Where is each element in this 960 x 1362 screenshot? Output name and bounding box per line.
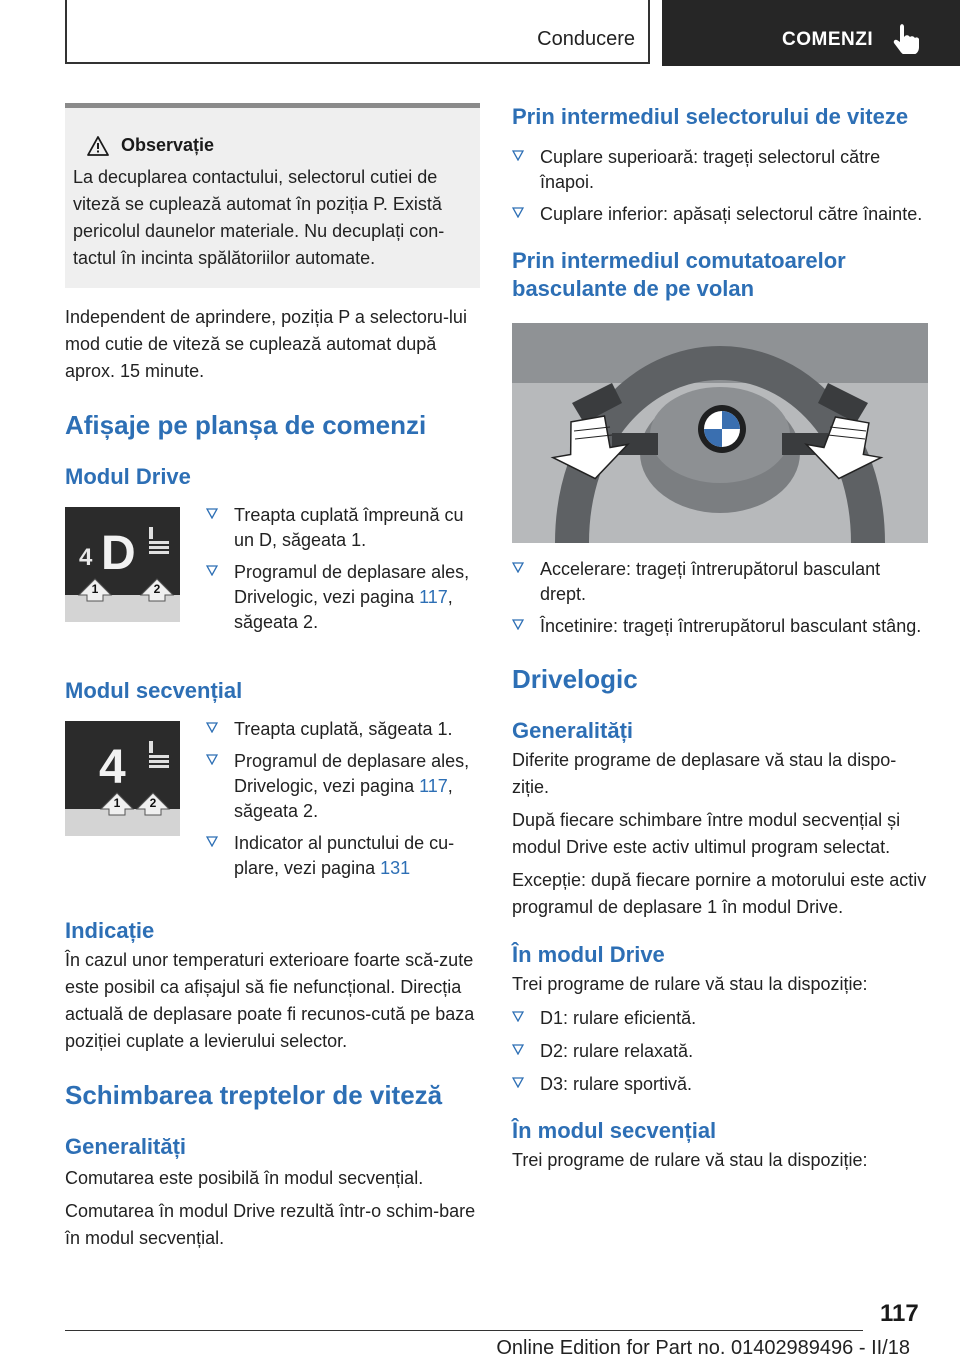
- drive-programs-list: [512, 1006, 928, 1097]
- triangle-bullet-icon: [206, 721, 218, 733]
- triangle-bullet-icon: [512, 149, 524, 161]
- drive-arrow-2-label: 2: [153, 582, 161, 596]
- warning-text: La decuplarea contactului, selectorul cutiei de viteză se cuplează automat în poziția P. Există pericolul daunelor materiale. Nu decuplați con-tactul în incinta spălătoriilor automate.: [73, 167, 445, 268]
- triangle-bullet-icon: [512, 561, 524, 573]
- heading-generalitati-right: Generalități: [512, 718, 634, 743]
- triangle-bullet-icon: [512, 618, 524, 630]
- drive-gear-letter: D: [101, 527, 136, 580]
- heading-comutatoare: Prin intermediul comutatoarelor basculante de pe volan: [512, 248, 846, 301]
- triangle-bullet-icon: [512, 1043, 524, 1055]
- heading-afisaje: Afișaje pe planșa de comenzi: [65, 410, 427, 440]
- header-section-title: Conducere: [537, 28, 635, 50]
- selector-list: [512, 145, 928, 227]
- drive-display-figure: [65, 507, 180, 622]
- list-item: Cuplare inferior: apăsați selectorul către înainte.: [512, 202, 928, 227]
- header-chapter-tab[interactable]: [662, 0, 960, 66]
- list-item: Indicator al punctului de cu-plare, vezi pagina 131: [206, 831, 474, 881]
- sequential-gear-number: 4: [99, 741, 126, 794]
- header-border-bottom: [65, 62, 650, 64]
- secv-list: [206, 717, 474, 881]
- page-number: 117: [880, 1300, 919, 1327]
- footer-divider: [65, 1330, 863, 1331]
- list-item: Programul de deplasare ales, Drivelogic, vezi pagina 117, săgeata 2.: [206, 749, 474, 824]
- triangle-bullet-icon: [512, 206, 524, 218]
- header-chapter-label: COMENZI: [782, 29, 874, 50]
- steering-wheel-paddles-figure: [512, 323, 928, 543]
- drivelogic-paragraph-1: Diferite programe de deplasare vă stau la dispo-ziție.: [512, 750, 897, 797]
- left-column: [65, 103, 480, 1252]
- gen-paragraph-1: Comutarea este posibilă în modul secvențial.: [65, 1168, 424, 1188]
- warning-box: [65, 103, 480, 288]
- footer-edition: Online Edition for Part no. 01402989496 - II/18: [496, 1337, 910, 1359]
- heading-drivelogic: Drivelogic: [512, 664, 638, 694]
- drive-figure-row: [65, 507, 480, 635]
- drivelogic-paragraph-3: Excepție: după fiecare pornire a motorului este activ programul de deplasare 1 în modul Drive.: [512, 870, 927, 917]
- warning-title-text: Observație: [121, 135, 215, 155]
- header-border-right: [648, 0, 650, 64]
- drive-left-number: 4: [79, 544, 93, 571]
- triangle-bullet-icon: [206, 835, 218, 847]
- in-secv-paragraph: Trei programe de rulare vă stau la dispoziție:: [512, 1150, 868, 1170]
- drivelogic-paragraph-2: După fiecare schimbare între modul secvențial și modul Drive este activ ultimul program selectat.: [512, 810, 901, 857]
- list-item: Cuplare superioară: trageți selectorul către înapoi.: [512, 145, 928, 195]
- triangle-bullet-icon: [206, 564, 218, 576]
- list-item: Treapta cuplată împreună cu un D, săgeata 1.: [206, 503, 474, 553]
- heading-selector: Prin intermediul selectorului de viteze: [512, 104, 909, 129]
- triangle-bullet-icon: [512, 1010, 524, 1022]
- heading-in-modul-drive: În modul Drive: [512, 942, 665, 967]
- list-item: Accelerare: trageți întrerupătorul basculant drept.: [512, 557, 928, 607]
- heading-in-modul-secvential: În modul secvențial: [512, 1118, 717, 1143]
- list-item: Treapta cuplată, săgeata 1.: [206, 717, 474, 742]
- secv-figure-row: [65, 721, 480, 881]
- heading-indicatie: Indicație: [65, 918, 155, 943]
- list-item: D2: rulare relaxată.: [512, 1039, 928, 1064]
- drive-arrow-1-label: 1: [91, 582, 99, 596]
- in-drive-paragraph: Trei programe de rulare vă stau la dispoziție:: [512, 974, 868, 994]
- park-auto-paragraph: Independent de aprindere, poziția P a selectoru-lui mod cutie de viteză se cuplează automat după aprox. 15 minute.: [65, 307, 467, 381]
- triangle-bullet-icon: [206, 753, 218, 765]
- indicatie-paragraph: În cazul unor temperaturi exterioare foarte scă-zute este posibil ca afișajul să fie nefuncțional. Direcția actuală de deplasare poate fi recunos-cută pe baza poziției cuplate a levierului selector.: [65, 950, 475, 1051]
- list-item: Încetinire: trageți întrerupătorul basculant stâng.: [512, 614, 928, 639]
- list-item: Programul de deplasare ales, Drivelogic, vezi pagina 117, săgeata 2.: [206, 560, 474, 635]
- heading-modul-drive: Modul Drive: [65, 464, 191, 489]
- list-item: D3: rulare sportivă.: [512, 1072, 928, 1097]
- header-border-left: [65, 0, 67, 64]
- page-link-131[interactable]: 131: [380, 858, 411, 878]
- right-column: [512, 103, 928, 1174]
- gen-paragraph-2: Comutarea în modul Drive rezultă într-o schim-bare în modul secvențial.: [65, 1201, 476, 1248]
- triangle-bullet-icon: [512, 1076, 524, 1088]
- triangle-bullet-icon: [206, 507, 218, 519]
- heading-schimbarea: Schimbarea treptelor de viteză: [65, 1080, 443, 1110]
- hand-pointer-icon: [892, 22, 920, 54]
- secv-arrow-2-label: 2: [149, 796, 157, 810]
- warning-triangle-icon: [87, 136, 109, 156]
- list-item: D1: rulare eficientă.: [512, 1006, 928, 1031]
- heading-generalitati-left: Generalități: [65, 1134, 187, 1159]
- secv-arrow-1-label: 1: [113, 796, 121, 810]
- page-link-117[interactable]: 117: [419, 587, 448, 607]
- sequential-display-figure: [65, 721, 180, 836]
- page-link-117[interactable]: 117: [419, 776, 448, 796]
- drive-list: [206, 503, 474, 635]
- heading-modul-secvential: Modul secvențial: [65, 678, 243, 703]
- warning-title: [87, 135, 472, 156]
- paddle-list: [512, 557, 928, 639]
